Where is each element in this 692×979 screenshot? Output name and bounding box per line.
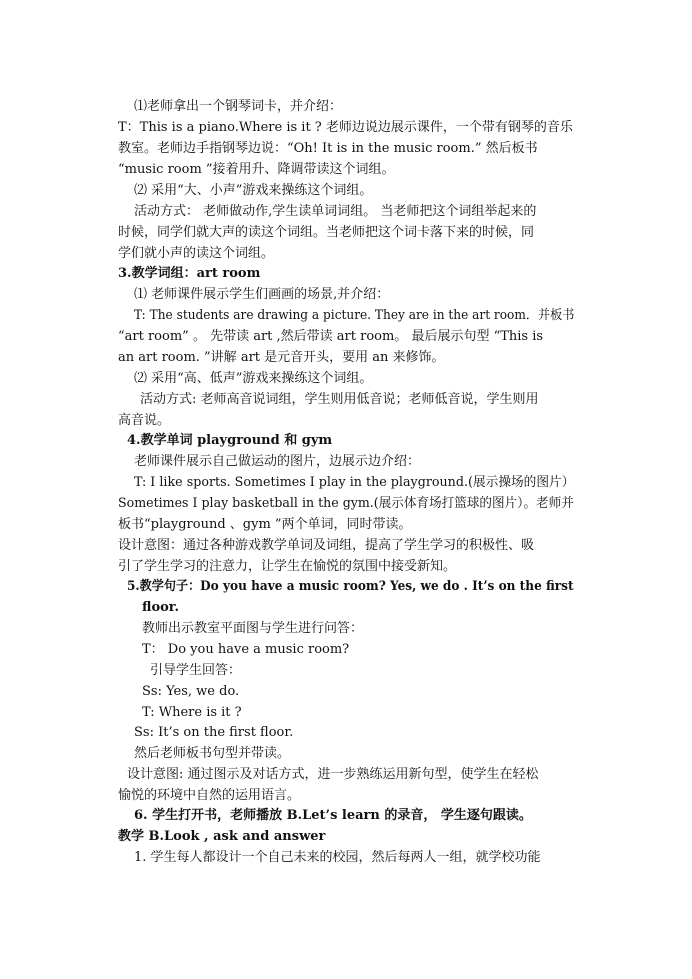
text-line: 活动方式： 老师做动作,学生读单词词组。 当老师把这个词组举起来的: [134, 204, 537, 219]
text-line: ⑵ 采用“高、低声”游戏来操练这个词组。: [134, 371, 373, 386]
text-line: 1. 学生每人都设计一个自己未来的校园，然后每两人一组，就学校功能: [134, 850, 541, 865]
text-line: 教师出示教室平面图与学生进行问答：: [142, 621, 364, 636]
text-line: 设计意图：通过各种游戏教学单词及词组，提高了学生学习的积极性、吸: [118, 538, 535, 553]
text-line: “music room ”接着用升、降调带读这个词组。: [118, 162, 395, 177]
text-line: 引导学生回答：: [150, 663, 242, 678]
text-line: 引了学生学习的注意力，让学生在愉悦的氛围中接受新知。: [118, 559, 457, 574]
text-line: “art room” 。 先带读 art ,然后带读 art room。 最后展示句型 “This is: [118, 329, 544, 344]
text-line: 然后老师板书句型并带读。: [134, 746, 291, 761]
text-line: 高音说。: [118, 413, 171, 428]
text-line: Sometimes I play basketball in the gym.(展示体育场打篮球的图片）。老师并: [118, 496, 574, 511]
section-heading: 5.教学句子：Do you have a music room? Yes, we do . It’s on the first: [127, 579, 574, 594]
section-heading: 教学 B.Look , ask and answer: [118, 829, 326, 844]
section-heading: 4.教学单词 playground 和 gym: [127, 433, 333, 448]
text-line: Ss: Yes, we do.: [142, 684, 240, 699]
section-heading: 3.教学词组：art room: [118, 266, 261, 281]
text-line: 时候，同学们就大声的读这个词组。当老师把这个词卡落下来的时候，同: [118, 225, 535, 240]
text-line: T: I like sports. Sometimes I play in the playground.(展示操场的图片）: [134, 475, 575, 490]
text-line: 设计意图: 通过图示及对话方式，进一步熟练运用新句型，使学生在轻松: [127, 767, 539, 782]
section-heading: 6. 学生打开书，老师播放 B.Let’s learn 的录音， 学生逐句跟读。: [134, 808, 532, 823]
text-line: ⑵ 采用“大、小声”游戏来操练这个词组。: [134, 183, 373, 198]
text-line: T： Do you have a music room?: [142, 642, 350, 657]
text-line: Ss: It’s on the first floor.: [134, 725, 294, 740]
text-line: an art room. ”讲解 art 是元音开头，要用 an 来修饰。: [118, 350, 445, 365]
text-line: 学们就小声的读这个词组。: [118, 246, 275, 261]
text-line: T: Where is it ?: [142, 705, 242, 720]
text-line: ⑴老师拿出一个钢琴词卡，并介绍：: [134, 99, 343, 114]
text-line: 愉悦的环境中自然的运用语言。: [118, 788, 301, 803]
text-line: 活动方式: 老师高音说词组，学生则用低音说；老师低音说，学生则用: [140, 392, 539, 407]
text-line: T：This is a piano.Where is it ? 老师边说边展示课件，一个带有钢琴的音乐: [118, 120, 573, 135]
section-heading: floor.: [142, 600, 179, 615]
text-line: ⑴ 老师课件展示学生们画画的场景,并介绍：: [134, 287, 390, 302]
text-line: 教室。老师边手指钢琴边说：“Oh! It is in the music room.” 然后板书: [118, 141, 538, 156]
text-line: T: The students are drawing a picture. They are in the art room．并板书: [134, 308, 575, 323]
text-line: 板书“playground 、gym ”两个单词，同时带读。: [118, 517, 412, 532]
text-line: 老师课件展示自己做运动的图片，边展示边介绍：: [134, 454, 421, 469]
